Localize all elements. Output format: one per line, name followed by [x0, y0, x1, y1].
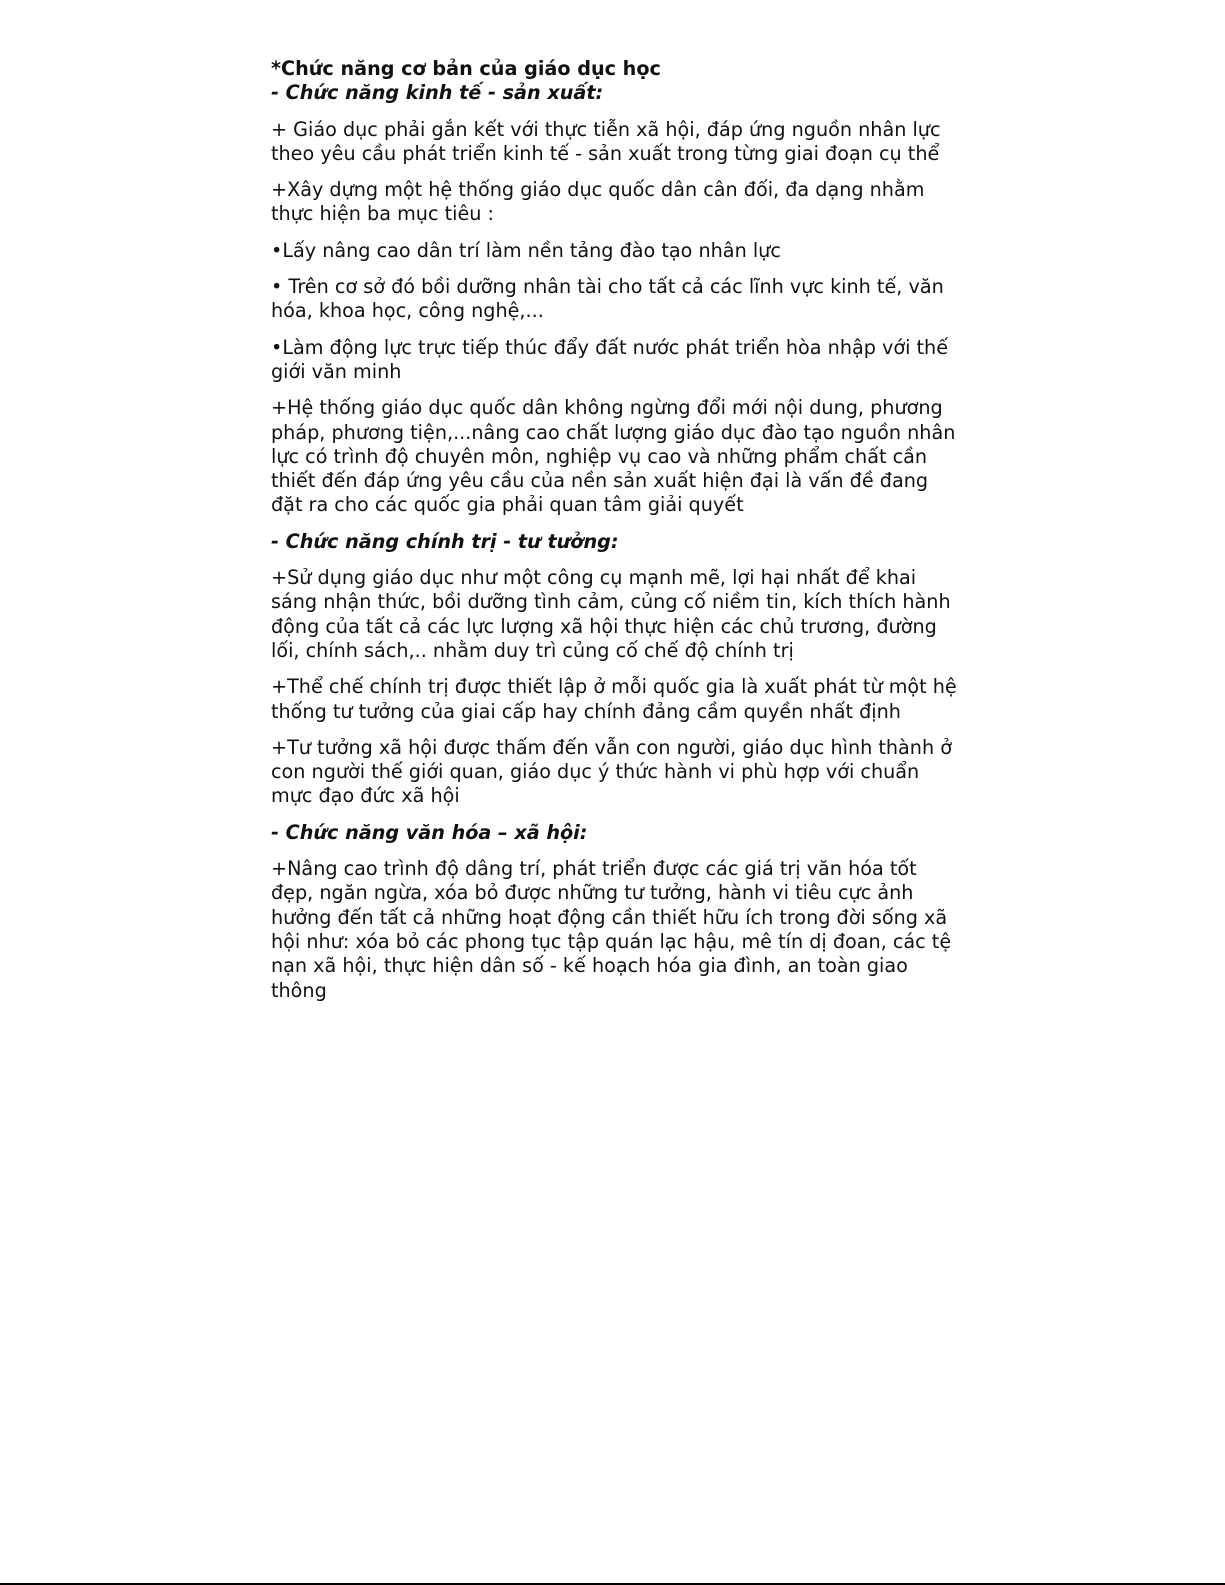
paragraph: +Nâng cao trình độ dâng trí, phát triển được các giá trị văn hóa tốt đẹp, ngăn ngừa, xóa bỏ được những tư tưởng, hành vi tiêu cực ảnh hưởng đến tất cả những hoạt động cần thiết hữu ích trong đời sống xã hội như: xóa bỏ các phong tục tập quán lạc hậu, mê tín dị đoan, các tệ nạn xã hội, thực hiện dân số - kế hoạch hóa gia đình, an toàn giao thông: [271, 857, 952, 1002]
paragraph: +Tư tưởng xã hội được thấm đến vẫn con người, giáo dục hình thành ở con người thế giới quan, giáo dục ý thức hành vi phù hợp với chuẩn mực đạo đức xã hội: [271, 735, 952, 808]
paragraph: +Hệ thống giáo dục quốc dân không ngừng đổi mới nội dung, phương pháp, phương tiện,...nâng cao chất lượng giáo dục đào tạo nguồn nhân lực có trình độ chuyên môn, nghiệp vụ cao và những phẩm chất cần thiết đến đáp ứng yêu cầu của nền sản xuất hiện đại là vấn đề đang đặt ra cho các quốc gia phải quan tâm giải quyết: [271, 396, 956, 517]
section-heading-cultural: - Chức năng văn hóa – xã hội:: [271, 820, 588, 844]
paragraph: +Xây dựng một hệ thống giáo dục quốc dân cân đối, đa dạng nhằm thực hiện ba mục tiêu :: [271, 178, 925, 226]
paragraph: +Thể chế chính trị được thiết lập ở mỗi quốc gia là xuất phát từ một hệ thống tư tưởng của giai cấp hay chính đảng cầm quyền nhất định: [271, 675, 957, 723]
paragraph: + Giáo dục phải gắn kết với thực tiễn xã hội, đáp ứng nguồn nhân lực theo yêu cầu phát triển kinh tế - sản xuất trong từng giai đoạn cụ thể: [271, 117, 941, 165]
paragraph: +Sử dụng giáo dục như một công cụ mạnh mẽ, lợi hại nhất để khai sáng nhận thức, bồi dưỡng tình cảm, củng cố niềm tin, kích thích hành động của tất cả các lực lượng xã hội thực hiện các chủ trương, đường lối, chính sách,.. nhằm duy trì củng cố chế độ chính trị: [271, 566, 951, 662]
section-heading-political: - Chức năng chính trị - tư tưởng:: [271, 529, 619, 553]
bullet-item: •Lấy nâng cao dân trí làm nền tảng đào tạo nhân lực: [271, 238, 781, 262]
document-title: *Chức năng cơ bản của giáo dục học: [271, 57, 661, 80]
bullet-item: • Trên cơ sở đó bồi dưỡng nhân tài cho tất cả các lĩnh vực kinh tế, văn hóa, khoa học, công nghệ,...: [271, 275, 944, 323]
bullet-item: •Làm động lực trực tiếp thúc đẩy đất nước phát triển hòa nhập với thế giới văn minh: [271, 335, 949, 383]
document-page: [271, 57, 961, 1015]
section-heading-economic: - Chức năng kinh tế - sản xuất:: [271, 81, 604, 105]
